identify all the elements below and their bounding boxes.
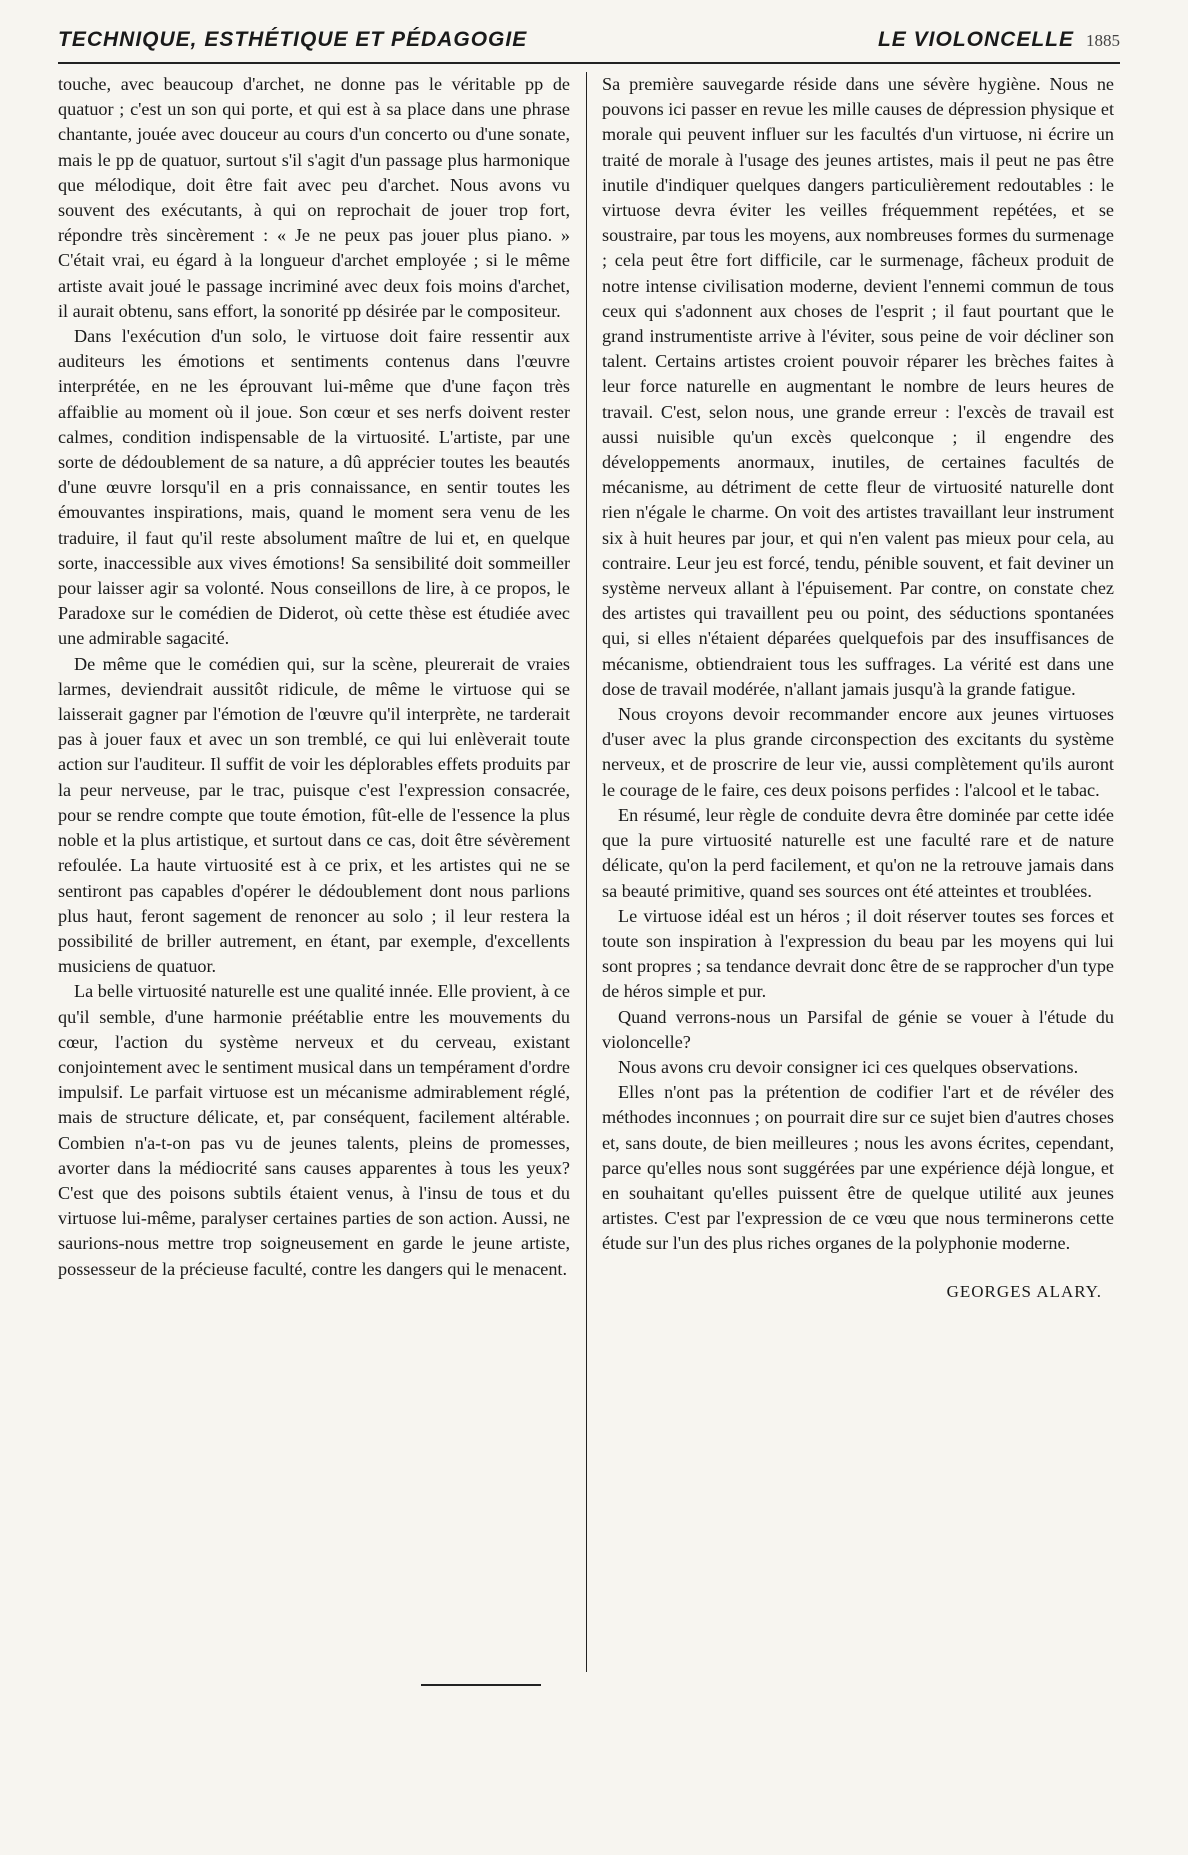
author-signature: GEORGES ALARY. xyxy=(946,1281,1102,1301)
paragraph: Nous avons cru devoir consigner ici ces quelques observations. xyxy=(618,1056,1079,1077)
text-columns xyxy=(58,72,1120,1672)
paragraph: Le virtuose idéal est un héros ; il doit réserver toutes ses forces et toute son inspiration à l'expression du beau par les moyens qui lui sont propres ; sa tendance devrait donc être de se rapprocher d'un type de héros simple et pur. xyxy=(602,905,1114,1002)
running-header xyxy=(58,28,1120,64)
paragraph: touche, avec beaucoup d'archet, ne donne pas le véritable pp de quatuor ; c'est un son qui porte, et qui est à sa place dans une phrase chantante, jouée avec douceur au cours d'un concerto ou d'une sonate, mais le pp de quatuor, surtout s'il s'agit d'un passage plus harmonique que mélodique, doit être fait avec peu d'archet. Nous avons vu souvent des exécutants, à qui on reprochait de jouer trop fort, répondre très sincèrement : « Je ne peux pas jouer plus piano. » C'était vrai, eu égard à la longueur d'archet employée ; si le même artiste avait joué le passage incriminé avec deux fois moins d'archet, il aurait obtenu, sans effort, la sonorité pp désirée par le compositeur. xyxy=(58,74,570,321)
paragraph: Elles n'ont pas la prétention de codifier l'art et de révéler des méthodes inconnues ; on pourrait dire sur ce sujet bien d'autres choses et, sans doute, de bien meilleures ; nous les avons écrites, cependant, parce qu'elles nous sont suggérées par une expérience déjà longue, et en souhaitant qu'elles puissent être de quelque utilité aux jeunes artistes. C'est par l'expression de ce vœu que nous terminerons cette étude sur l'un des plus riches organes de la polyphonie moderne. xyxy=(602,1082,1114,1254)
header-right xyxy=(878,28,1120,52)
header-section-title: TECHNIQUE, ESTHÉTIQUE ET PÉDAGOGIE xyxy=(58,28,528,51)
end-rule xyxy=(421,1684,541,1686)
column-divider xyxy=(586,72,587,1672)
document-page xyxy=(58,28,1120,1301)
paragraph: De même que le comédien qui, sur la scène, pleurerait de vraies larmes, deviendrait aussitôt ridicule, de même le virtuose qui se laisserait gagner par l'émotion de l'œuvre qu'il interprète, ne tarderait pas à jouer faux et avec un son tremblé, ce qui lui enlèverait toute action sur l'auditeur. Il suffit de voir les déplorables effets produits par la peur nerveuse, par le trac, puisque c'est l'expression consacrée, pour se rendre compte que toute émotion, fût-elle de l'essence la plus noble et la plus artistique, et surtout dans ce cas, doit être sévèrement refoulée. La haute virtuosité est à ce prix, et les artistes qui ne se sentiront pas capables d'opérer le dédoublement dont nous parlions plus haut, feront sagement de renoncer au solo ; il leur restera la possibilité de briller autrement, en étant, par exemple, d'excellents musiciens de quatuor. xyxy=(58,653,570,977)
paragraph: En résumé, leur règle de conduite devra être dominée par cette idée que la pure virtuosité naturelle est une faculté rare et de nature délicate, qu'on la perd facilement, et qu'on ne la retrouve jamais dans sa beauté primitive, quand ses sources ont été atteintes et troublées. xyxy=(602,804,1114,901)
header-journal-title: LE VIOLONCELLE xyxy=(877,28,1074,51)
paragraph: Sa première sauvegarde réside dans une sévère hygiène. Nous ne pouvons ici passer en revue les mille causes de dépression physique et morale qui peuvent influer sur les facultés d'un virtuose, ni écrire un traité de morale à l'usage des jeunes artistes, mais il peut ne pas être inutile d'indiquer quelques dangers particulièrement redoutables : le virtuose devra éviter les veilles fréquemment repétées, et se soustraire, par tous les moyens, aux nombreuses formes du surmenage ; cela peut être fort difficile, car le surmenage, fâcheux produit de notre intense civilisation moderne, devient l'ennemi commun de tous ceux qui s'adonnent aux choses de l'esprit ; il faut pourtant que le grand instrumentiste arrive à l'éviter, sous peine de voir décliner son talent. Certains artistes croient pouvoir réparer les brèches faites à leur force naturelle en augmentant le nombre de leurs heures de travail. C'est, selon nous, une grande erreur : l'excès de travail est aussi nuisible qu'un excès quelconque ; il engendre des développements anormaux, inutiles, de certaines facultés de mécanisme, au détriment de cette fleur de virtuosité naturelle dont rien n'égale le charme. On voit des artistes travaillant leur instrument six à huit heures par jour, et qui n'en valent pas mieux pour cela, au contraire. Leur jeu est forcé, tendu, pénible souvent, et fait deviner un système nerveux allant à l'épuisement. Par contre, on constate chez des artistes qui travaillent peu ou point, des séductions spontanées qui, si elles n'étaient déparées quelquefois par des insuffisances de mécanisme, obtiendraient tous les suffrages. La vérité est dans une dose de travail modérée, n'allant jamais jusqu'à la grande fatigue. xyxy=(602,74,1114,699)
left-column xyxy=(58,72,570,1282)
paragraph: Quand verrons-nous un Parsifal de génie se vouer à l'étude du violoncelle? xyxy=(602,1006,1114,1052)
page-number: 1885 xyxy=(1086,31,1120,50)
right-column xyxy=(602,72,1114,1304)
paragraph: Dans l'exécution d'un solo, le virtuose doit faire ressentir aux auditeurs les émotions et sentiments contenus dans l'œuvre interprétée, en ne les éprouvant lui-même que d'une façon très affaiblie au moment où il joue. Son cœur et ses nerfs doivent rester calmes, condition indispensable de la virtuosité. L'artiste, par une sorte de dédoublement de sa nature, a dû apprécier toutes les beautés d'une œuvre lorsqu'il en a pris connaissance, en sentir toutes les émouvantes inspirations, mais, quand le moment sera venu de les traduire, il faut qu'il reste absolument maître de lui et, en quelque sorte, inaccessible aux vives émotions! Sa sensibilité doit sommeiller pour laisser agir sa volonté. Nous conseillons de lire, à ce propos, le Paradoxe sur le comédien de Diderot, où cette thèse est étudiée avec une admirable sagacité. xyxy=(58,326,570,649)
paragraph: La belle virtuosité naturelle est une qualité innée. Elle provient, à ce qu'il semble, d'une harmonie préétablie entre les mouvements du cœur, l'action du système nerveux et du cerveau, existant conjointement avec le sentiment musical dans un tempérament d'ordre impulsif. Le parfait virtuose est un mécanisme admirablement réglé, mais de structure délicate, et, par conséquent, facilement altérable. Combien n'a-t-on pas vu de jeunes talents, pleins de promesses, avorter dans la médiocrité sans causes apparentes à tous les yeux? C'est que des poisons subtils étaient venus, à l'insu de tous et du virtuose lui-même, paralyser certaines parties de son action. Aussi, ne saurions-nous mettre trop soigneusement en garde le jeune artiste, possesseur de la précieuse faculté, contre les dangers qui le menacent. xyxy=(58,981,570,1279)
paragraph: Nous croyons devoir recommander encore aux jeunes virtuoses d'user avec la plus grande circonspection des excitants du système nerveux, et de proscrire de leur vie, aussi complètement qu'ils auront le courage de le faire, ces deux poisons perfides : l'alcool et le tabac. xyxy=(602,704,1114,800)
